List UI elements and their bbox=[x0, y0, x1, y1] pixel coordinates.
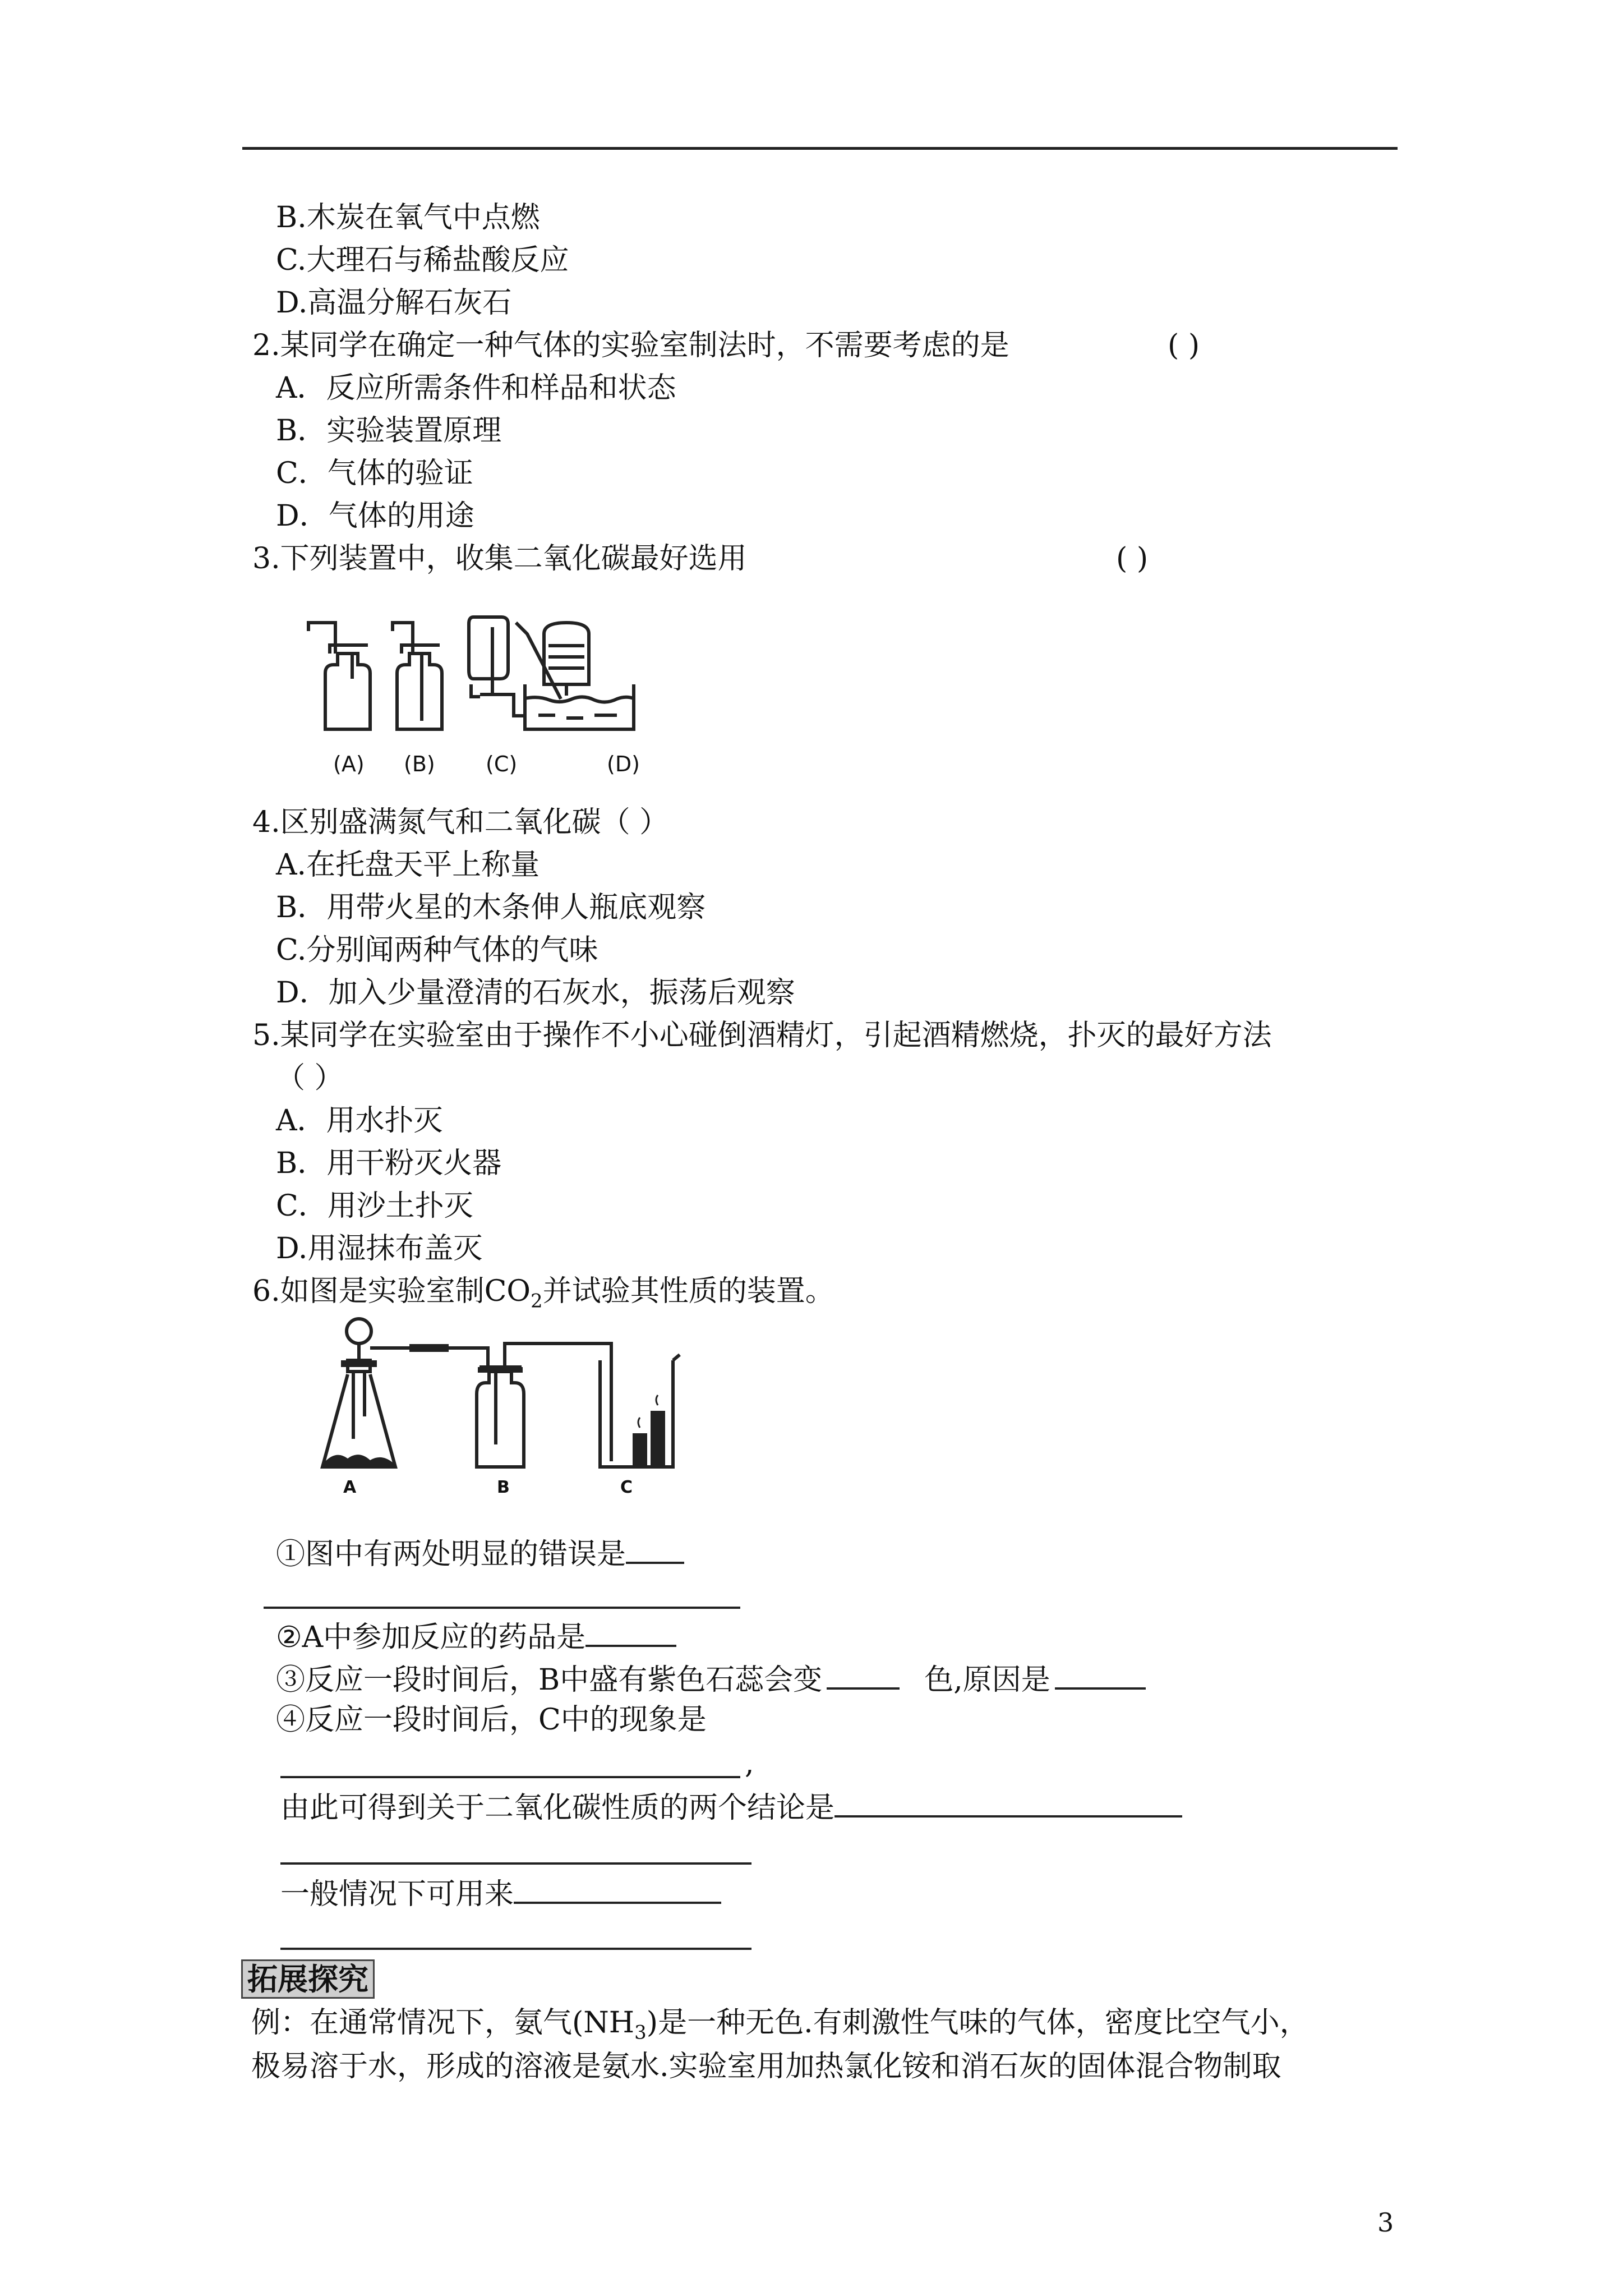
q3-answer-paren: ( ) bbox=[1116, 542, 1149, 576]
q2-option-b: B．实验装置原理 bbox=[276, 414, 502, 448]
q6-sub4-comma: , bbox=[745, 1747, 754, 1780]
q6-sub4: ④反应一段时间后，C中的现象是 bbox=[276, 1703, 707, 1737]
q6-answer-line-5[interactable] bbox=[280, 1862, 751, 1865]
page-number: 3 bbox=[1377, 2207, 1394, 2238]
q6-sub3-text-a: ③反应一段时间后，B中盛有紫色石蕊会变 bbox=[276, 1663, 823, 1697]
q4-option-b: B．用带火星的木条伸人瓶底观察 bbox=[276, 891, 706, 924]
q4-option-a: A.在托盘天平上称量 bbox=[276, 848, 540, 882]
q6-sub5 bbox=[280, 1787, 1182, 1826]
extension-section-title: 拓展探究 bbox=[241, 1959, 375, 1999]
q3-figure-label-a: (A) bbox=[333, 752, 365, 776]
extension-line-1-post: )是一种无色.有刺激性气味的气体，密度比空气小， bbox=[646, 2006, 1309, 2040]
q6-stem-subscript: 2 bbox=[531, 1290, 543, 1313]
extension-line-1-subscript: 3 bbox=[634, 2021, 647, 2044]
header-rule bbox=[242, 147, 1398, 150]
q1-option-c: C.大理石与稀盐酸反应 bbox=[276, 243, 569, 277]
q4-option-c: C.分别闻两种气体的气味 bbox=[276, 933, 598, 967]
q6-blank-3b[interactable] bbox=[1055, 1659, 1146, 1690]
q5-option-b: B．用干粉灭火器 bbox=[276, 1147, 502, 1180]
q5-option-c: C．用沙土扑灭 bbox=[276, 1189, 473, 1223]
q6-answer-line-1[interactable] bbox=[264, 1607, 740, 1609]
q6-blank-3a[interactable] bbox=[827, 1659, 900, 1690]
q2-option-a: A．反应所需条件和样品和状态 bbox=[276, 371, 676, 405]
q6-figure-label-c: C bbox=[620, 1478, 633, 1497]
q5-option-d: D.用湿抹布盖灭 bbox=[276, 1232, 483, 1266]
q6-stem bbox=[252, 1273, 834, 1319]
q2-stem: 2.某同学在确定一种气体的实验室制法时，不需要考虑的是 bbox=[252, 329, 1009, 362]
q6-stem-pre: 6.如图是实验室制CO bbox=[252, 1274, 531, 1308]
q3-figure-label-b: (B) bbox=[404, 752, 435, 776]
q6-sub6 bbox=[280, 1874, 721, 1912]
q6-answer-line-6[interactable] bbox=[280, 1948, 751, 1950]
q6-figure-label-a: A bbox=[343, 1478, 357, 1497]
q4-option-d: D．加入少量澄清的石灰水，振荡后观察 bbox=[276, 976, 795, 1010]
extension-line-1 bbox=[251, 2005, 1309, 2050]
q6-figure-label-b: B bbox=[497, 1478, 510, 1497]
q6-blank-6[interactable] bbox=[514, 1874, 721, 1904]
q6-sub2-text: ②A中参加反应的药品是 bbox=[276, 1621, 586, 1654]
q6-blank-5[interactable] bbox=[834, 1787, 1182, 1818]
q1-option-d: D.高温分解石灰石 bbox=[276, 286, 512, 320]
extension-line-1-pre: 例：在通常情况下，氨气(NH bbox=[251, 2006, 635, 2040]
q4-stem: 4.区别盛满氮气和二氧化碳（ ） bbox=[252, 806, 669, 839]
q5-option-a: A．用水扑灭 bbox=[276, 1104, 443, 1138]
q3-figure-label-d: (D) bbox=[607, 752, 640, 776]
co2-apparatus-figure bbox=[314, 1315, 718, 1484]
q2-option-c: C．气体的验证 bbox=[276, 457, 473, 490]
q3-figure-label-c: (C) bbox=[486, 752, 518, 776]
q6-sub5-text: 由此可得到关于二氧化碳性质的两个结论是 bbox=[280, 1791, 835, 1825]
q6-blank-1[interactable] bbox=[626, 1534, 684, 1564]
q6-blank-2[interactable] bbox=[585, 1617, 676, 1647]
q6-sub1-text: ①图中有两处明显的错误是 bbox=[276, 1538, 626, 1571]
q3-stem: 3.下列装置中，收集二氧化碳最好选用 bbox=[252, 542, 747, 576]
q1-option-b: B.木炭在氧气中点燃 bbox=[276, 201, 540, 234]
q6-stem-post: 并试验其性质的装置。 bbox=[542, 1274, 834, 1308]
q2-answer-paren: ( ) bbox=[1168, 329, 1200, 362]
q5-answer-paren: （ ） bbox=[276, 1061, 344, 1095]
q6-answer-line-4[interactable] bbox=[280, 1776, 740, 1778]
q2-option-d: D．气体的用途 bbox=[276, 499, 474, 533]
q6-sub3-text-b: 色,原因是 bbox=[924, 1663, 1050, 1697]
extension-line-2: 极易溶于水，形成的溶液是氨水.实验室用加热氯化铵和消石灰的固体混合物制取 bbox=[251, 2050, 1281, 2083]
q5-stem: 5.某同学在实验室由于操作不小心碰倒酒精灯，引起酒精燃烧，扑灭的最好方法 bbox=[252, 1019, 1272, 1052]
q6-sub1 bbox=[276, 1534, 684, 1572]
q6-sub3 bbox=[276, 1659, 1146, 1698]
q6-sub2 bbox=[276, 1617, 676, 1655]
q6-sub6-text: 一般情况下可用来 bbox=[280, 1878, 514, 1911]
